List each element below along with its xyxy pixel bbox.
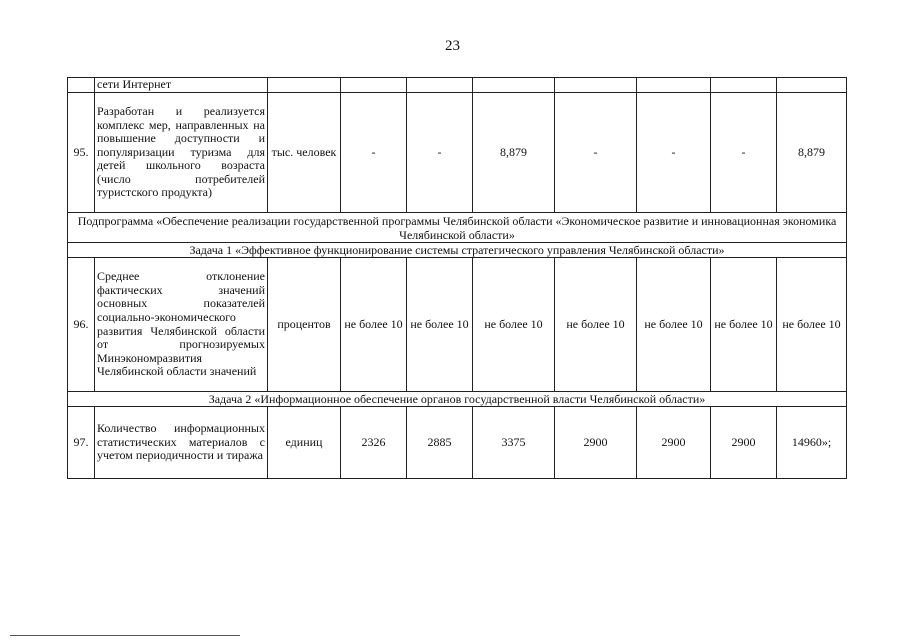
row-number: 97. — [68, 407, 95, 479]
value-cell: 14960»; — [777, 407, 847, 479]
value-cell: - — [555, 93, 637, 213]
row-number — [68, 78, 95, 93]
value-cell: 3375 — [473, 407, 555, 479]
value-cell: 2326 — [341, 407, 407, 479]
value-cell: 8,879 — [777, 93, 847, 213]
row-number: 96. — [68, 258, 95, 392]
value-cell: 2900 — [711, 407, 777, 479]
value-cell: - — [711, 93, 777, 213]
value-cell: не более 10 — [555, 258, 637, 392]
empty-cell — [711, 78, 777, 93]
unit-cell: единиц — [268, 407, 341, 479]
table-row-95 — [68, 93, 847, 213]
value-cell: не более 10 — [407, 258, 473, 392]
indicator-name: Среднее отклонение фактических значений основных показателей социально-экономического развития Челябинской области от прогнозируемых Минэкономразвития Челябинской области значений — [95, 258, 268, 392]
table-row-96 — [68, 258, 847, 392]
table-row-continued — [68, 78, 847, 93]
value-cell: не более 10 — [473, 258, 555, 392]
unit-cell: тыс. человек — [268, 93, 341, 213]
empty-cell — [268, 78, 341, 93]
value-cell: 2900 — [555, 407, 637, 479]
empty-cell — [407, 78, 473, 93]
value-cell: - — [407, 93, 473, 213]
value-cell: 2885 — [407, 407, 473, 479]
table-row-97 — [68, 407, 847, 479]
value-cell: не более 10 — [777, 258, 847, 392]
value-cell: - — [637, 93, 711, 213]
value-cell: 8,879 — [473, 93, 555, 213]
value-cell: не более 10 — [341, 258, 407, 392]
task-row — [68, 392, 847, 407]
value-cell: 2900 — [637, 407, 711, 479]
indicator-name: Разработан и реализуется комплекс мер, направленных на повышение доступности и популяризации туризма для детей школьного возраста (число потребителей туристского продукта) — [95, 93, 268, 213]
empty-cell — [341, 78, 407, 93]
empty-cell — [637, 78, 711, 93]
subprogram-title: Подпрограмма «Обеспечение реализации государственной программы Челябинской области «Экономическое развитие и инновационная экономика Челябинской области» — [68, 213, 847, 243]
footnote-divider — [10, 635, 240, 636]
task-title: Задача 2 «Информационное обеспечение органов государственной власти Челябинской области» — [68, 392, 847, 407]
subprogram-row — [68, 213, 847, 243]
page-number: 23 — [445, 38, 460, 54]
empty-cell — [555, 78, 637, 93]
task-title: Задача 1 «Эффективное функционирование системы стратегического управления Челябинской области» — [68, 243, 847, 258]
unit-cell: процентов — [268, 258, 341, 392]
indicator-name: Количество информационных статистических материалов с учетом периодичности и тиража — [95, 407, 268, 479]
indicator-name: сети Интернет — [95, 78, 268, 93]
indicators-table — [67, 77, 847, 479]
task-row — [68, 243, 847, 258]
value-cell: не более 10 — [711, 258, 777, 392]
row-number: 95. — [68, 93, 95, 213]
value-cell: - — [341, 93, 407, 213]
value-cell: не более 10 — [637, 258, 711, 392]
empty-cell — [777, 78, 847, 93]
empty-cell — [473, 78, 555, 93]
